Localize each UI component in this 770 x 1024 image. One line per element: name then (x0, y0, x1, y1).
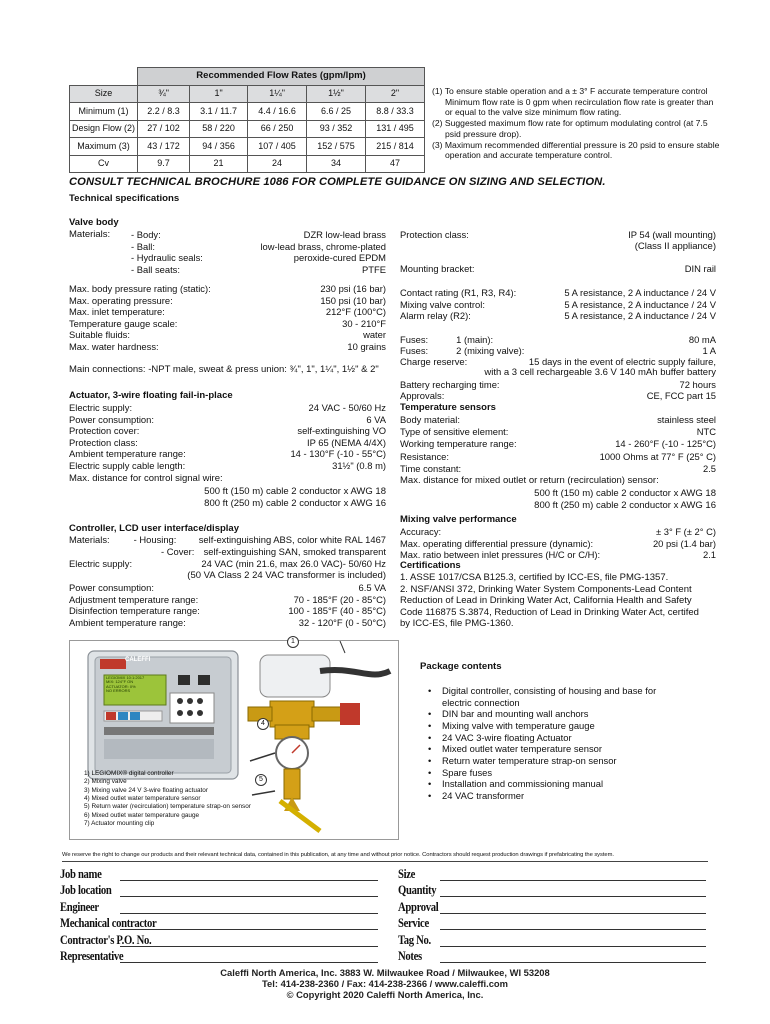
form-right-input-line[interactable] (440, 913, 706, 914)
flow-cell: 9.7 (138, 155, 190, 173)
actuator-spec-value: IP 65 (NEMA 4/4X) (306, 436, 386, 448)
flow-cell: Maximum (3) (70, 138, 138, 156)
contact-rating-key: Contact rating (R1, R3, R4): (400, 287, 517, 298)
actuator-spec-key: Power consumption: (69, 413, 154, 425)
actuator-distance-2: 800 ft (250 m) cable 2 conductor x AWG 16 (204, 498, 386, 509)
sensor-spec-key: Time constant: (400, 462, 462, 474)
flow-cell: 58 / 220 (190, 120, 248, 138)
controller-spec-key: Ambient temperature range: (69, 616, 186, 628)
protection-key: Protection class: (400, 229, 469, 240)
valve-spec-row (69, 295, 386, 306)
valve-material-key: - Ball seats: (131, 263, 180, 275)
valve-material-row (69, 252, 386, 263)
flow-row (70, 120, 425, 138)
fuses-1-mid: 1 (main): (456, 334, 494, 345)
lcd-line: MIX: 124°F ON (106, 679, 134, 685)
mounting-row (400, 263, 716, 274)
mixing-spec-key: Max. operating differential pressure (dynamic): (400, 537, 594, 549)
fuses-1-value: 80 mA (688, 334, 716, 345)
valve-material-row (69, 241, 386, 252)
actuator-spec-row (69, 448, 386, 459)
valve-body (270, 701, 314, 727)
form-left-input-line[interactable] (120, 896, 378, 897)
flow-cell: 34 (307, 155, 366, 173)
sensor-spec-row (400, 463, 716, 474)
footer-address: Caleffi North America, Inc. 3883 W. Milwaukee Road / Milwaukee, WI 53208 (220, 967, 550, 978)
cert-line: 1. ASSE 1017/CSA B125.3, certified by ICC-ES, file PMG-1357. (400, 572, 669, 583)
flow-cell: 94 / 356 (190, 138, 248, 156)
package-item: • Mixing valve with temperature gauge (428, 720, 688, 732)
sensor-spec-row (400, 414, 716, 425)
form-right-label: Service (398, 915, 429, 931)
controller-cover-row (69, 546, 386, 557)
mixing-spec-value: ± 3° F (± 2° C) (656, 526, 716, 537)
sensor-spec-key: Body material: (400, 414, 460, 425)
controller-spec-row (69, 605, 386, 616)
battery-row (400, 379, 716, 390)
legend-item: 2) Mixing valve (84, 778, 127, 786)
flow-header-cell: 1¼" (248, 85, 307, 103)
fuses-2-mid: 2 (mixing valve): (456, 345, 525, 356)
valve-body-title: Valve body (69, 217, 119, 228)
mixing-spec-key: Accuracy: (400, 526, 442, 537)
flow-cell: 24 (248, 155, 307, 173)
valve-spec-key: Max. inlet temperature: (69, 306, 165, 318)
valve-material-value: peroxide-cured EPDM (293, 252, 386, 264)
lcd-line: ACTUATOR: 0% (106, 683, 136, 689)
controller-materials-label: Materials: (69, 534, 110, 545)
sensor-spec-key: Resistance: (400, 450, 449, 462)
approvals-value: CE, FCC part 15 (646, 390, 716, 401)
callout-5: 5 (255, 774, 267, 786)
fuses-2-key: Fuses: (400, 345, 429, 356)
lcd-line: LEGIOMIX 10:1:2017 (106, 675, 145, 680)
mixing-spec-value: 2.1 (702, 549, 716, 561)
package-item: • Digital controller, consisting of housing and base for electric connection (428, 685, 688, 708)
form-right-label: Tag No. (398, 931, 431, 947)
flow-table-title: Recommended Flow Rates (gpm/lpm) (138, 68, 425, 86)
sensor-spec-value: 1000 Ohms at 77° F (25° C) (599, 450, 716, 462)
disclaimer: We reserve the right to change our products and their relevant technical data, contained in this publication, at any time and without prior notice. Contractors should request production drawings if prefabricating the system. (62, 852, 614, 858)
legend-item: 3) Mixing valve 24 V 3-wire floating actuator (84, 786, 208, 794)
valve-material-value: PTFE (362, 263, 386, 275)
flow-cell: 3.1 / 11.7 (190, 103, 248, 121)
form-left-label: Engineer (60, 898, 99, 914)
package-item: • Return water temperature strap-on sensor (428, 755, 688, 767)
sensor-spec-row (400, 438, 716, 449)
valve-material-value: DZR low-lead brass (303, 229, 386, 240)
contact-rating-key: Alarm relay (R2): (400, 310, 471, 322)
flow-rate-table (69, 67, 425, 173)
flow-cell: Cv (70, 155, 138, 173)
charge-value-1: 15 days in the event of electric supply failure, (528, 356, 716, 367)
form-left-input-line[interactable] (120, 913, 378, 914)
form-left-input-line[interactable] (120, 880, 378, 881)
actuator-spec-row (69, 402, 386, 413)
form-left-input-line[interactable] (120, 929, 378, 930)
form-left-label: Mechanical contractor (60, 915, 157, 931)
sensor-spec-value: 14 - 260°F (-10 - 125°C) (615, 438, 716, 450)
form-left-label: Contractor's P.O. No. (60, 931, 152, 947)
mixing-spec-row (400, 538, 716, 549)
battery-value: 72 hours (679, 379, 716, 390)
flow-cell: 4.4 / 16.6 (248, 103, 307, 121)
divider (62, 861, 708, 862)
actuator-distance-label: Max. distance for control signal wire: (69, 473, 223, 484)
form-right-label: Approval (398, 898, 439, 914)
controller-spec-value: 6.5 VA (358, 582, 386, 593)
package-item: • 24 VAC 3-wire floating Actuator (428, 732, 688, 744)
form-right-input-line[interactable] (440, 880, 706, 881)
actuator-spec-value: 6 VA (366, 413, 386, 425)
package-item: • Installation and commissioning manual (428, 778, 688, 790)
legend-item: 4) Mixed outlet water temperature sensor (84, 794, 201, 802)
flow-header-cell: ¾" (138, 85, 190, 103)
valve-spec-key: Max. water hardness: (69, 341, 159, 352)
flow-header-cell: 2" (366, 85, 425, 103)
tech-specs-title: Technical specifications (69, 193, 180, 204)
actuator-spec-row (69, 425, 386, 436)
flow-row (70, 103, 425, 121)
callout-1: 1 (287, 636, 299, 648)
valve-material-key: - Body: (131, 229, 161, 240)
actuator-spec-row (69, 437, 386, 448)
flow-cell: 6.6 / 25 (307, 103, 366, 121)
sensor-spec-key: Type of sensitive element: (400, 426, 509, 438)
mounting-key: Mounting bracket: (400, 263, 475, 274)
sensor-distance-2: 800 ft (250 m) cable 2 conductor x AWG 16 (534, 500, 716, 511)
sensor-spec-value: NTC (696, 426, 716, 438)
flow-cell: 93 / 352 (307, 120, 366, 138)
actuator-spec-value: 31½" (0.8 m) (332, 460, 386, 471)
contact-rating-value: 5 A resistance, 2 A inductance / 24 V (564, 287, 716, 298)
contact-rating-value: 5 A resistance, 2 A inductance / 24 V (564, 310, 716, 322)
supply-value-2: (50 VA Class 2 24 VAC transformer is included) (187, 570, 386, 581)
package-title: Package contents (420, 661, 502, 672)
form-right-input-line[interactable] (440, 962, 706, 963)
controller-spec-key: Disinfection temperature range: (69, 605, 200, 617)
controller-spec-value: 32 - 120°F (0 - 50°C) (298, 616, 386, 628)
legend-item: 5) Return water (recirculation) temperature strap-on sensor (84, 803, 251, 811)
housing-key: - Housing: (133, 534, 177, 545)
package-item: • 24 VAC transformer (428, 790, 688, 802)
flow-header-cell: 1½" (307, 85, 366, 103)
contact-rating-value: 5 A resistance, 2 A inductance / 24 V (564, 298, 716, 310)
contact-rating-key: Mixing valve control: (400, 298, 485, 310)
protection-value-2: (Class II appliance) (634, 241, 716, 252)
supply-value-1: 24 VAC (min 21.6, max 26.0 VAC)- 50/60 Hz (201, 558, 386, 569)
approvals-key: Approvals: (400, 390, 445, 401)
cert-list (400, 572, 720, 630)
actuator-spec-key: Protection cover: (69, 425, 140, 437)
approvals-row (400, 390, 716, 401)
lcd-line: NO ERRORS (106, 688, 131, 694)
flow-cell: 27 / 102 (138, 120, 190, 138)
battery-key: Battery recharging time: (400, 379, 500, 390)
form-left-label: Representative (60, 948, 124, 963)
fuses-1-key: Fuses: (400, 334, 429, 345)
form-right-label: Size (398, 866, 416, 881)
valve-spec-row (69, 318, 386, 329)
valve-spec-key: Suitable fluids: (69, 329, 130, 341)
note-3: (3) Maximum recommended differential pressure is 20 psid to ensure stable operation and accurate temperature control. (432, 139, 720, 161)
valve-spec-value: 230 psi (16 bar) (320, 283, 386, 294)
fuses-1-row (400, 334, 716, 345)
supply-key: Electric supply: (69, 558, 133, 569)
flow-cell: 131 / 495 (366, 120, 425, 138)
actuator-spec-row (69, 414, 386, 425)
actuator-spec-row (69, 460, 386, 471)
form-right-label: Notes (398, 948, 422, 963)
valve-spec-value: water (363, 329, 386, 341)
actuator-spec-value: self-extinguishing VO (297, 425, 386, 437)
fuses-2-row (400, 345, 716, 356)
sensor-distance-label: Max. distance for mixed outlet or return (recirculation) sensor: (400, 475, 659, 486)
controller-spec-row (69, 594, 386, 605)
flow-cell: Design Flow (2) (70, 120, 138, 138)
cert-title: Certifications (400, 560, 461, 571)
controller-title: Controller, LCD user interface/display (69, 523, 239, 534)
note-1: (1) To ensure stable operation and a ± 3° F accurate temperature control Minimum flow rate is 0 gpm when recirculation flow rate is greater than or equal to the valve size minimum flow rating. (432, 86, 714, 118)
mixing-spec-key: Max. ratio between inlet pressures (H/C or C/H): (400, 549, 601, 561)
flow-notes (432, 86, 722, 161)
flow-cell: 47 (366, 155, 425, 173)
valve-spec-key: Max. body pressure rating (static): (69, 283, 211, 294)
flow-cell: 107 / 405 (248, 138, 307, 156)
valve-spec-row (69, 283, 386, 294)
valve-material-row (69, 229, 386, 240)
flow-cell: Minimum (1) (70, 103, 138, 121)
valve-spec-value: 10 grains (347, 341, 386, 352)
contact-rating-row (400, 287, 716, 298)
charge-key: Charge reserve: (400, 356, 468, 367)
mixing-spec-value: 20 psi (1.4 bar) (652, 537, 716, 549)
valve-spec-value: 150 psi (10 bar) (320, 294, 386, 306)
valve-materials-label: Materials: (69, 229, 111, 240)
charge-value-2: with a 3 cell rechargeable 3.6 V 140 mAh buffer battery (484, 367, 716, 378)
form-left-label: Job name (60, 866, 102, 881)
actuator-spec-key: Electric supply: (69, 402, 133, 413)
controller-spec-value: 70 - 185°F (20 - 85°C) (293, 593, 386, 605)
valve-spec-value: 30 - 210°F (342, 317, 386, 329)
actuator-spec-key: Electric supply cable length: (69, 460, 186, 471)
footer-contact: Tel: 414-238-2360 / Fax: 414-238-2366 / www.caleffi.com (262, 978, 508, 989)
fuses-2-value: 1 A (702, 345, 716, 356)
mounting-value: DIN rail (684, 263, 716, 274)
sensor-spec-key: Working temperature range: (400, 438, 517, 450)
valve-spec-row (69, 329, 386, 340)
actuator-spec-value: 14 - 130°F (-10 - 55°C) (290, 448, 386, 460)
controller-spec-row (69, 582, 386, 593)
actuator-spec-key: Protection class: (69, 436, 138, 448)
legend-item: 1) LEGIOMIX® digital controller (84, 770, 174, 777)
footer-copyright: © Copyright 2020 Caleffi North America, Inc. (286, 989, 484, 1000)
controller-spec-key: Adjustment temperature range: (69, 593, 199, 605)
valve-spec-row (69, 306, 386, 317)
valve-spec-row (69, 341, 386, 352)
controller-spec-key: Power consumption: (69, 582, 154, 593)
cert-line: Code 116875 S.3874, Reduction of Lead in Drinking Water Act, certifed (400, 606, 699, 618)
cover-key: - Cover: (161, 546, 195, 557)
callout-4: 4 (257, 718, 269, 730)
form-right-input-line[interactable] (440, 929, 706, 930)
flow-cell: 2.2 / 8.3 (138, 103, 190, 121)
cert-line: by ICC-ES, file PMG-1360. (400, 618, 514, 630)
flow-row (70, 138, 425, 156)
valve-material-value: low-lead brass, chrome-plated (260, 240, 386, 252)
sensor-distance-1: 500 ft (150 m) cable 2 conductor x AWG 18 (534, 488, 716, 499)
form-right-input-line[interactable] (440, 896, 706, 897)
mixing-title: Mixing valve performance (400, 514, 517, 525)
mixing-spec-row (400, 526, 716, 537)
brand-label: CALEFFI (125, 657, 151, 663)
legend-item: 6) Mixed outlet water temperature gauge (84, 811, 200, 819)
valve-material-row (69, 264, 386, 275)
actuator-distance-1: 500 ft (150 m) cable 2 conductor x AWG 18 (204, 486, 386, 497)
housing-value: self-extinguishing ABS, color white RAL 1467 (198, 534, 386, 545)
controller-supply-row (69, 558, 386, 569)
controller-spec-value: 100 - 185°F (40 - 85°C) (288, 605, 386, 617)
flow-cell: 215 / 814 (366, 138, 425, 156)
legend-item: 7) Actuator mounting clip (84, 819, 155, 827)
protection-value-1: IP 54 (wall mounting) (628, 229, 716, 240)
form-left-input-line[interactable] (120, 962, 378, 963)
actuator-spec-key: Ambient temperature range: (69, 448, 186, 460)
contact-rating-row (400, 310, 716, 321)
actuator-body (260, 655, 330, 697)
form-right-input-line[interactable] (440, 946, 706, 947)
valve-material-key: - Ball: (131, 240, 155, 252)
package-item: • Mixed outlet water temperature sensor (428, 743, 688, 755)
sensor-spec-row (400, 451, 716, 462)
sensor-spec-row (400, 426, 716, 437)
note-2: (2) Suggested maximum flow rate for optimum modulating control (at 7.5 psid pressure drop). (432, 118, 708, 139)
sensor-spec-value: stainless steel (657, 414, 716, 425)
package-list (428, 685, 688, 802)
form-right-label: Quantity (398, 882, 437, 898)
valve-spec-key: Temperature gauge scale: (69, 317, 178, 329)
cert-line: Reduction of Lead in Drinking Water Act, California Health and Safety (400, 595, 692, 607)
flow-cell: 43 / 172 (138, 138, 190, 156)
flow-header-cell: Size (70, 85, 138, 103)
cover-value: self-extinguishing SAN, smoked transparent (203, 546, 386, 557)
valve-spec-key: Max. operating pressure: (69, 294, 173, 306)
valve-spec-value: 212°F (100°C) (325, 306, 386, 318)
lcd-text (106, 676, 144, 694)
image-legend (84, 770, 251, 828)
flow-cell: 66 / 250 (248, 120, 307, 138)
sensors-title: Temperature sensors (400, 402, 496, 413)
flow-header-cell: 1" (190, 85, 248, 103)
flow-row (70, 155, 425, 173)
actuator-spec-value: 24 VAC - 50/60 Hz (308, 402, 386, 413)
mixing-spec-row (400, 549, 716, 560)
sensor-spec-value: 2.5 (702, 462, 716, 474)
main-connections: Main connections: -NPT male, sweat & press union: ¾", 1", 1¼", 1½" & 2" (69, 364, 379, 375)
charge-row (400, 356, 716, 367)
package-item: • DIN bar and mounting wall anchors (428, 708, 688, 720)
form-left-input-line[interactable] (120, 946, 378, 947)
valve-material-key: - Hydraulic seals: (131, 252, 203, 264)
actuator-title: Actuator, 3-wire floating fail-in-place (69, 390, 233, 401)
consult-heading: CONSULT TECHNICAL BROCHURE 1086 FOR COMPLETE GUIDANCE ON SIZING AND SELECTION. (69, 176, 606, 188)
flow-cell: 8.8 / 33.3 (366, 103, 425, 121)
protection-row (400, 229, 716, 240)
form-left-label: Job location (60, 882, 112, 898)
contact-rating-row (400, 299, 716, 310)
package-item: • Spare fuses (428, 767, 688, 779)
cert-line: 2. NSF/ANSI 372, Drinking Water System Components-Lead Content (400, 583, 692, 595)
flow-cell: 21 (190, 155, 248, 173)
controller-housing-row (69, 534, 386, 545)
controller-spec-row (69, 617, 386, 628)
flow-cell: 152 / 575 (307, 138, 366, 156)
